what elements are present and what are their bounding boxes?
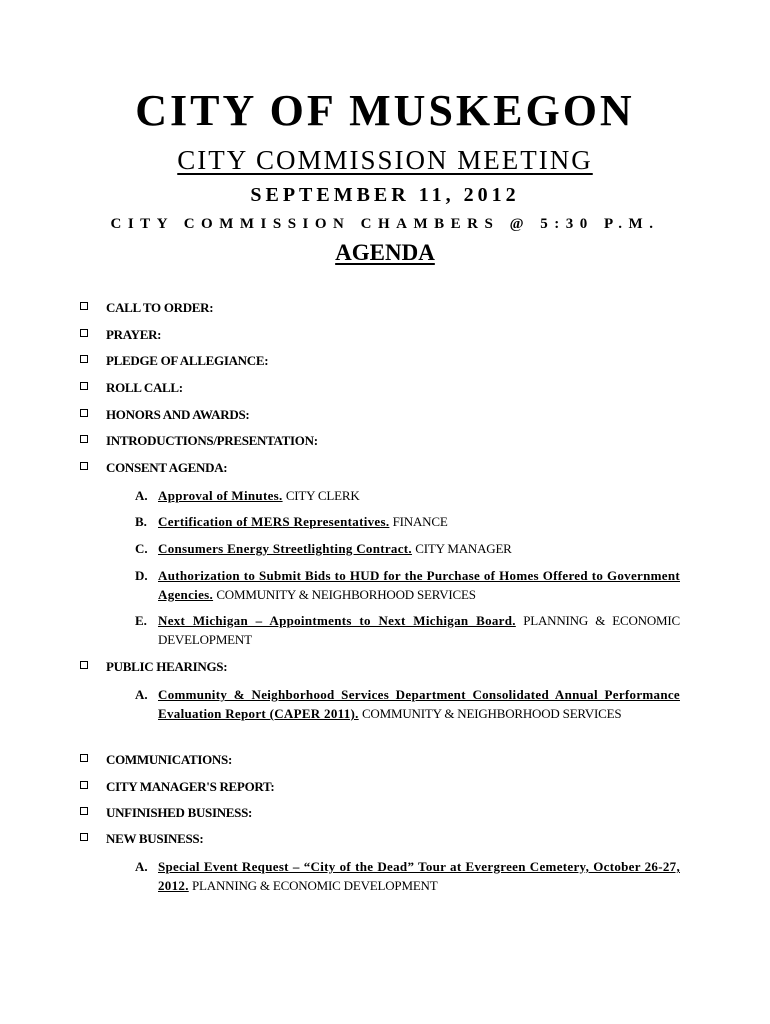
agenda-item-label: UNFINISHED BUSINESS:: [106, 805, 253, 820]
agenda-item-roll-call: [80, 380, 700, 396]
agenda-item-label: PRAYER:: [106, 327, 162, 342]
consent-item-d: [135, 566, 680, 604]
item-title: Special Event Request – “City of the Dead” Tour at Evergreen Cemetery, October 26-27, 2012.: [158, 859, 680, 893]
item-department: PLANNING & ECONOMIC DEVELOPMENT: [192, 878, 438, 893]
item-title: Certification of MERS Representatives.: [158, 514, 390, 529]
item-title: Approval of Minutes.: [158, 488, 283, 503]
agenda-item-consent: [80, 460, 700, 476]
agenda-item-unfinished-business: [80, 805, 700, 821]
item-department: FINANCE: [392, 514, 448, 529]
checkbox-bullet-icon: [80, 754, 88, 762]
consent-item-e: [135, 611, 680, 649]
checkbox-bullet-icon: [80, 661, 88, 669]
item-department: CITY MANAGER: [415, 541, 512, 556]
public-hearing-item-a: [135, 685, 680, 723]
item-title: Consumers Energy Streetlighting Contract.: [158, 541, 412, 556]
checkbox-bullet-icon: [80, 355, 88, 363]
item-title: Next Michigan – Appointments to Next Michigan Board.: [158, 613, 516, 628]
agenda-item-label: INTRODUCTIONS/PRESENTATION:: [106, 433, 318, 448]
meeting-title: [0, 144, 770, 176]
item-letter: A.: [135, 859, 148, 874]
agenda-item-prayer: [80, 327, 700, 343]
item-department: COMMUNITY & NEIGHBORHOOD SERVICES: [361, 706, 622, 721]
agenda-item-label: CONSENT AGENDA:: [106, 460, 228, 475]
checkbox-bullet-icon: [80, 781, 88, 789]
item-letter: B.: [135, 514, 147, 529]
agenda-item-label: NEW BUSINESS:: [106, 831, 204, 846]
item-title: Community & Neighborhood Services Department Consolidated Annual Performance Evaluation Report (CAPER 2011).: [158, 687, 680, 721]
item-title: Authorization to Submit Bids to HUD for the Purchase of Homes Offered to Government Agencies.: [158, 568, 680, 602]
agenda-item-label: PUBLIC HEARINGS:: [106, 659, 228, 674]
checkbox-bullet-icon: [80, 435, 88, 443]
agenda-item-call-to-order: [80, 300, 700, 316]
checkbox-bullet-icon: [80, 409, 88, 417]
consent-item-a: [135, 486, 680, 505]
item-department: COMMUNITY & NEIGHBORHOOD SERVICES: [216, 587, 476, 602]
checkbox-bullet-icon: [80, 462, 88, 470]
item-letter: D.: [135, 568, 148, 583]
item-department: PLANNING & ECONOMIC DEVELOPMENT: [158, 613, 681, 647]
item-letter: A.: [135, 488, 148, 503]
checkbox-bullet-icon: [80, 302, 88, 310]
agenda-heading-text: AGENDA: [335, 240, 435, 265]
meeting-title-text: CITY COMMISSION MEETING: [177, 145, 593, 175]
item-letter: E.: [135, 613, 147, 628]
meeting-place: CITY COMMISSION CHAMBERS @ 5:30 P.M.: [110, 216, 660, 232]
agenda-item-label: PLEDGE OF ALLEGIANCE:: [106, 353, 269, 368]
agenda-item-label: CALL TO ORDER:: [106, 300, 214, 315]
consent-item-c: [135, 539, 680, 558]
agenda-item-label: CITY MANAGER'S REPORT:: [106, 779, 275, 794]
checkbox-bullet-icon: [80, 382, 88, 390]
checkbox-bullet-icon: [80, 833, 88, 841]
city-title: CITY OF MUSKEGON: [135, 86, 635, 135]
agenda-heading: [0, 239, 770, 267]
agenda-item-new-business: [80, 831, 700, 847]
checkbox-bullet-icon: [80, 329, 88, 337]
item-letter: C.: [135, 541, 148, 556]
consent-item-b: [135, 512, 680, 531]
agenda-item-honors: [80, 407, 700, 423]
agenda-item-label: COMMUNICATIONS:: [106, 752, 232, 767]
agenda-item-label: HONORS AND AWARDS:: [106, 407, 250, 422]
checkbox-bullet-icon: [80, 807, 88, 815]
new-business-item-a: [135, 857, 680, 895]
item-department: CITY CLERK: [285, 488, 360, 503]
agenda-item-introductions: [80, 433, 700, 449]
agenda-item-pledge: [80, 353, 700, 369]
meeting-date: SEPTEMBER 11, 2012: [250, 184, 520, 206]
agenda-item-public-hearings: [80, 659, 700, 675]
agenda-item-label: ROLL CALL:: [106, 380, 183, 395]
agenda-item-city-manager-report: [80, 779, 700, 795]
item-letter: A.: [135, 687, 148, 702]
agenda-item-communications: [80, 752, 700, 768]
